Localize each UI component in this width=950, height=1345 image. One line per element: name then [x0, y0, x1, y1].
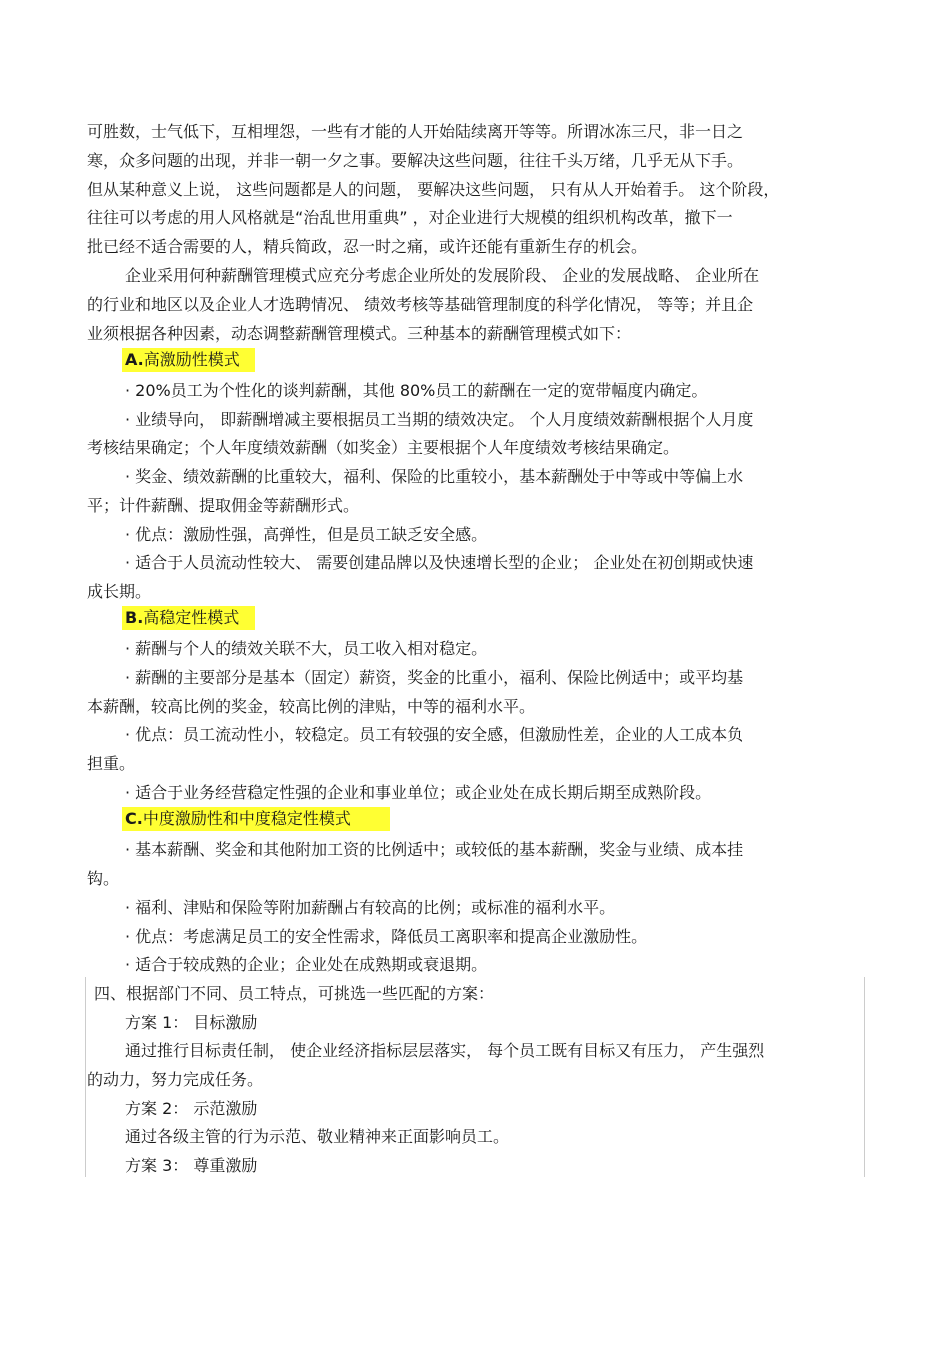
section-b-letter: B. — [125, 608, 144, 627]
plan-1-text: 的动力，努力完成任务。 — [87, 1070, 264, 1089]
section-a-title: 高激励性模式 — [143, 350, 240, 369]
list-item: · 适合于较成熟的企业；企业处在成熟期或衰退期。 — [125, 955, 488, 974]
list-item: · 薪酬与个人的绩效关联不大，员工收入相对稳定。 — [125, 639, 488, 658]
paragraph-line: 的行业和地区以及企业人才选聘情况、 绩效考核等基础管理制度的科学化情况， 等等；并且企 — [87, 295, 754, 314]
list-item: 钩。 — [87, 869, 120, 888]
section-heading-4: 四、根据部门不同、员工特点，可挑选一些匹配的方案： — [94, 984, 495, 1003]
section-b-title: 高稳定性模式 — [143, 608, 240, 627]
list-item: · 优点：激励性强，高弹性，但是员工缺乏安全感。 — [125, 525, 488, 544]
list-item: · 适合于人员流动性较大、 需要创建品牌以及快速增长型的企业； 企业处在初创期或快速 — [125, 553, 754, 572]
plan-3-title: 方案 3： 尊重激励 — [125, 1156, 258, 1175]
section-a-letter: A. — [125, 350, 144, 369]
table-border-right — [864, 977, 865, 1177]
section-c-letter: C. — [125, 809, 143, 828]
list-item: 平；计件薪酬、提取佣金等薪酬形式。 — [87, 496, 360, 515]
plan-2-text: 通过各级主管的行为示范、敬业精神来正面影响员工。 — [125, 1127, 510, 1146]
list-item: · 薪酬的主要部分是基本（固定）薪资，奖金的比重小，福利、保险比例适中；或平均基 — [125, 668, 744, 687]
list-item: 考核结果确定；个人年度绩效薪酬（如奖金）主要根据个人年度绩效考核结果确定。 — [87, 438, 680, 457]
paragraph-line: 寒，众多问题的出现，并非一朝一夕之事。要解决这些问题，往往千头万绪，几乎无从下手。 — [87, 151, 744, 170]
section-c-heading — [122, 807, 390, 831]
paragraph-line: 但从某种意义上说， 这些问题都是人的问题， 要解决这些问题， 只有从人开始着手。 这个阶段， — [87, 180, 780, 199]
list-item: 本薪酬，较高比例的奖金，较高比例的津贴，中等的福利水平。 — [87, 697, 536, 716]
table-border-left — [85, 977, 86, 1177]
plan-1-title: 方案 1： 目标激励 — [125, 1013, 258, 1032]
list-item: · 优点：员工流动性小，较稳定。员工有较强的安全感，但激励性差，企业的人工成本负 — [125, 725, 744, 744]
section-b-heading — [122, 606, 255, 630]
list-item: · 基本薪酬、奖金和其他附加工资的比例适中；或较低的基本薪酬，奖金与业绩、成本挂 — [125, 840, 744, 859]
list-item: · 业绩导向， 即薪酬增减主要根据员工当期的绩效决定。 个人月度绩效薪酬根据个人月度 — [125, 410, 754, 429]
paragraph-line: 企业采用何种薪酬管理模式应充分考虑企业所处的发展阶段、 企业的发展战略、 企业所在 — [125, 266, 760, 285]
paragraph-line: 可胜数，士气低下，互相埋怨，一些有才能的人开始陆续离开等等。所谓冰冻三尺，非一日之 — [87, 122, 744, 141]
plan-2-title: 方案 2： 示范激励 — [125, 1099, 258, 1118]
list-item: · 适合于业务经营稳定性强的企业和事业单位；或企业处在成长期后期至成熟阶段。 — [125, 783, 712, 802]
section-c-title: 中度激励性和中度稳定性模式 — [142, 809, 351, 828]
section-a-heading — [122, 348, 255, 372]
list-item: · 20%员工为个性化的谈判薪酬，其他 80%员工的薪酬在一定的宽带幅度内确定。 — [125, 381, 708, 400]
list-item: 担重。 — [87, 754, 136, 773]
list-item: · 奖金、绩效薪酬的比重较大，福利、保险的比重较小，基本薪酬处于中等或中等偏上水 — [125, 467, 744, 486]
paragraph-line: 批已经不适合需要的人，精兵简政，忍一时之痛，或许还能有重新生存的机会。 — [87, 237, 648, 256]
paragraph-line: 往往可以考虑的用人风格就是“治乱世用重典” ，对企业进行大规模的组织机构改革，撤下一 — [87, 208, 733, 227]
list-item: · 优点：考虑满足员工的安全性需求，降低员工离职率和提高企业激励性。 — [125, 927, 648, 946]
list-item: 成长期。 — [87, 582, 152, 601]
paragraph-line: 业须根据各种因素，动态调整薪酬管理模式。三种基本的薪酬管理模式如下： — [87, 324, 632, 343]
plan-1-text: 通过推行目标责任制， 使企业经济指标层层落实， 每个员工既有目标又有压力， 产生强烈 — [125, 1041, 765, 1060]
list-item: · 福利、津贴和保险等附加薪酬占有较高的比例；或标准的福利水平。 — [125, 898, 616, 917]
